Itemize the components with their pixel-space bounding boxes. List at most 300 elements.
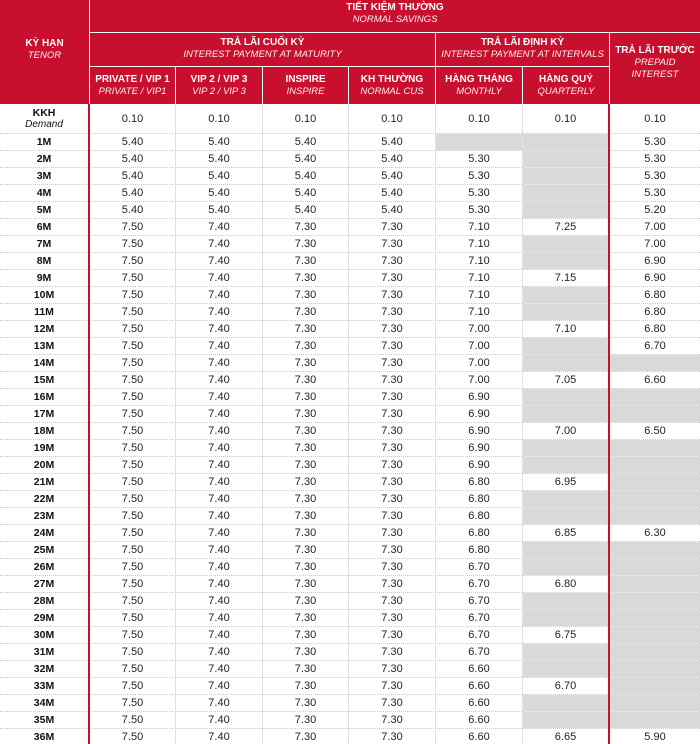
rate-cell: 7.30 (294, 697, 317, 709)
rate-cell: 7.30 (294, 221, 317, 233)
rate-cell: 7.10 (468, 221, 490, 233)
rate-cell: 7.30 (381, 561, 403, 573)
tenor-label: KKH (32, 107, 56, 119)
tenor-cell (0, 389, 88, 405)
rate-cell: 6.90 (468, 442, 490, 454)
normal-savings-vn: TIẾT KIỆM THƯỜNG (346, 2, 444, 13)
rate-cell: 7.50 (121, 561, 144, 573)
rate-cell: 7.30 (381, 238, 403, 250)
col-header-quarterly-en: QUARTERLY (537, 85, 595, 97)
rate-cell: 7.30 (381, 595, 403, 607)
tenor-label: 15M (33, 374, 55, 386)
rate-cell: 5.40 (208, 136, 230, 148)
empty-rate-cell (610, 508, 700, 524)
empty-rate-cell (610, 678, 700, 694)
rate-cell: 7.30 (381, 578, 403, 590)
empty-rate-cell (610, 440, 700, 456)
tenor-cell (0, 440, 88, 456)
col-header-normal-en: NORMAL CUS (360, 85, 424, 97)
rate-cell: 7.30 (381, 629, 403, 641)
tenor-cell (0, 729, 88, 744)
rate-cell: 7.40 (208, 595, 230, 607)
rate-cell: 6.30 (644, 527, 666, 539)
tenor-divider (88, 104, 90, 744)
rate-cell: 6.70 (468, 612, 490, 624)
rate-cell: 5.40 (208, 153, 230, 165)
rate-cell: 5.30 (468, 204, 490, 216)
tenor-label: 23M (33, 510, 55, 522)
rate-cell: 0.10 (468, 112, 490, 125)
table-row (0, 678, 700, 695)
rate-cell: 7.30 (381, 272, 403, 284)
rate-cell: 6.70 (468, 595, 490, 607)
tenor-label: 8M (36, 255, 52, 267)
rate-cell: 7.40 (208, 408, 230, 420)
rate-cell: 6.80 (644, 306, 666, 318)
col-divider (522, 104, 523, 744)
rate-cell: 6.80 (468, 544, 490, 556)
tenor-cell (0, 321, 88, 337)
col-header-monthly-en: MONTHLY (456, 85, 502, 97)
rate-cell: 7.50 (121, 544, 144, 556)
rate-cell: 7.40 (208, 374, 230, 386)
tenor-label: 2M (36, 153, 52, 165)
rate-cell: 7.10 (468, 289, 490, 301)
rate-cell: 5.40 (294, 187, 317, 199)
empty-rate-cell (610, 457, 700, 473)
tenor-label-en: Demand (25, 119, 63, 130)
col-header-monthly (436, 67, 522, 104)
rate-cell: 7.25 (554, 221, 577, 233)
table-row (0, 151, 700, 168)
rate-cell: 7.30 (294, 527, 317, 539)
rate-cell: 6.80 (644, 323, 666, 335)
prepaid-header (610, 33, 700, 104)
tenor-cell (0, 151, 88, 167)
rate-cell: 7.30 (294, 544, 317, 556)
tenor-cell (0, 712, 88, 728)
table-row (0, 338, 700, 355)
empty-rate-cell (523, 168, 608, 184)
tenor-label: 36M (33, 731, 55, 743)
col-header-normal-vn: KH THƯỜNG (360, 73, 424, 85)
empty-rate-cell (610, 576, 700, 592)
col-header-quarterly-vn: HÀNG QUÝ (539, 73, 593, 85)
col-divider (262, 104, 263, 744)
rate-cell: 7.50 (121, 663, 144, 675)
tenor-label: 7M (36, 238, 52, 250)
rate-cell: 7.40 (208, 561, 230, 573)
empty-rate-cell (523, 440, 608, 456)
rate-cell: 6.90 (468, 459, 490, 471)
table-row (0, 627, 700, 644)
empty-rate-cell (523, 695, 608, 711)
col-header-private (90, 67, 175, 104)
tenor-label: 28M (33, 595, 55, 607)
rate-cell: 5.30 (644, 153, 666, 165)
rate-cell: 7.30 (294, 425, 317, 437)
table-row (0, 712, 700, 729)
tenor-cell (0, 508, 88, 524)
tenor-label: 14M (33, 357, 55, 369)
col-divider (175, 104, 176, 744)
rate-cell: 7.30 (294, 374, 317, 386)
rate-cell: 6.70 (468, 561, 490, 573)
empty-rate-cell (523, 593, 608, 609)
rate-cell: 0.10 (381, 112, 403, 125)
prepaid-divider (608, 104, 610, 744)
col-header-monthly-vn: HÀNG THÁNG (445, 73, 513, 85)
rate-cell: 7.40 (208, 680, 230, 692)
rate-cell: 7.40 (208, 510, 230, 522)
tenor-cell (0, 287, 88, 303)
tenor-cell (0, 661, 88, 677)
rate-cell: 0.10 (554, 112, 577, 125)
rate-cell: 7.30 (381, 714, 403, 726)
rate-cell: 7.50 (121, 595, 144, 607)
rate-cell: 7.30 (381, 289, 403, 301)
rate-cell: 5.40 (381, 136, 403, 148)
rate-cell: 7.30 (381, 391, 403, 403)
rate-cell: 7.30 (381, 680, 403, 692)
tenor-label: 31M (33, 646, 55, 658)
table-row (0, 389, 700, 406)
rate-cell: 7.40 (208, 391, 230, 403)
rate-cell: 5.40 (381, 204, 403, 216)
rate-cell: 7.50 (121, 731, 144, 743)
tenor-label: 19M (33, 442, 55, 454)
tenor-cell (0, 372, 88, 388)
col-header-normal (349, 67, 435, 104)
tenor-label: 22M (33, 493, 55, 505)
empty-rate-cell (610, 610, 700, 626)
table-row (0, 729, 700, 744)
table-row (0, 457, 700, 474)
rate-cell: 7.30 (294, 561, 317, 573)
rate-cell: 6.95 (554, 476, 577, 488)
col-divider (435, 104, 436, 744)
rate-cell: 6.60 (468, 663, 490, 675)
rate-cell: 7.40 (208, 527, 230, 539)
empty-rate-cell (436, 134, 522, 150)
table-row (0, 525, 700, 542)
empty-rate-cell (610, 542, 700, 558)
rate-cell: 7.30 (381, 493, 403, 505)
table-row (0, 695, 700, 712)
table-row (0, 576, 700, 593)
rate-cell: 7.50 (121, 340, 144, 352)
empty-rate-cell (610, 355, 700, 371)
rate-cell: 7.40 (208, 357, 230, 369)
table-row (0, 134, 700, 151)
rate-cell: 7.40 (208, 221, 230, 233)
rate-cell: 5.40 (121, 187, 144, 199)
empty-rate-cell (610, 593, 700, 609)
empty-rate-cell (523, 151, 608, 167)
empty-rate-cell (523, 712, 608, 728)
table-row (0, 355, 700, 372)
rate-cell: 7.30 (294, 323, 317, 335)
empty-rate-cell (523, 661, 608, 677)
rate-cell: 7.30 (294, 680, 317, 692)
rate-cell: 5.40 (381, 187, 403, 199)
intervals-header-en: INTEREST PAYMENT AT INTERVALS (441, 49, 604, 60)
tenor-cell (0, 338, 88, 354)
rate-cell: 7.40 (208, 476, 230, 488)
rate-cell: 7.30 (381, 612, 403, 624)
rate-cell: 5.30 (644, 170, 666, 182)
prepaid-header-en: PREPAID INTEREST (631, 57, 679, 80)
rate-cell: 7.50 (121, 629, 144, 641)
rate-cell: 7.00 (468, 340, 490, 352)
rate-cell: 7.50 (121, 374, 144, 386)
rate-cell: 6.85 (554, 527, 577, 539)
rate-cell: 5.40 (381, 153, 403, 165)
table-row (0, 508, 700, 525)
rate-cell: 7.30 (381, 527, 403, 539)
col-header-private-vn: PRIVATE / VIP 1 (95, 73, 170, 85)
rate-cell: 7.30 (294, 731, 317, 743)
tenor-cell (0, 559, 88, 575)
rate-cell: 7.40 (208, 255, 230, 267)
rate-cell: 7.50 (121, 459, 144, 471)
tenor-label: 9M (36, 272, 52, 284)
empty-rate-cell (610, 474, 700, 490)
rate-cell: 7.30 (294, 238, 317, 250)
tenor-label: 32M (33, 663, 55, 675)
table-row (0, 270, 700, 287)
table-row (0, 491, 700, 508)
rate-cell: 7.30 (294, 272, 317, 284)
rate-cell: 5.30 (468, 170, 490, 182)
empty-rate-cell (523, 542, 608, 558)
rate-cell: 7.40 (208, 459, 230, 471)
rate-cell: 6.90 (644, 272, 666, 284)
rate-cell: 7.40 (208, 340, 230, 352)
tenor-cell (0, 134, 88, 150)
rate-cell: 7.40 (208, 578, 230, 590)
tenor-cell (0, 644, 88, 660)
rate-cell: 7.50 (121, 680, 144, 692)
tenor-label: 34M (33, 697, 55, 709)
tenor-cell (0, 168, 88, 184)
rate-cell: 0.10 (121, 112, 144, 125)
tenor-cell (0, 474, 88, 490)
rate-cell: 6.80 (468, 527, 490, 539)
rate-cell: 5.40 (294, 136, 317, 148)
rate-cell: 7.30 (381, 221, 403, 233)
rate-cell: 7.40 (208, 612, 230, 624)
rate-cell: 7.30 (381, 442, 403, 454)
rate-cell: 7.30 (381, 731, 403, 743)
empty-rate-cell (523, 253, 608, 269)
tenor-cell (0, 695, 88, 711)
empty-rate-cell (523, 457, 608, 473)
rate-cell: 6.80 (554, 578, 577, 590)
tenor-label: 35M (33, 714, 55, 726)
rate-cell: 0.10 (208, 112, 230, 125)
rate-cell: 7.30 (294, 391, 317, 403)
tenor-label: 6M (36, 221, 52, 233)
rate-cell: 7.05 (554, 374, 577, 386)
rate-cell: 6.80 (468, 510, 490, 522)
empty-rate-cell (523, 644, 608, 660)
empty-rate-cell (523, 338, 608, 354)
tenor-cell (0, 627, 88, 643)
empty-rate-cell (523, 134, 608, 150)
tenor-label: 12M (33, 323, 55, 335)
rate-cell: 7.50 (121, 612, 144, 624)
tenor-label: 5M (36, 204, 52, 216)
empty-rate-cell (610, 559, 700, 575)
table-row (0, 185, 700, 202)
col-header-private-en: PRIVATE / VIP1 (98, 85, 167, 97)
table-row (0, 321, 700, 338)
table-row (0, 168, 700, 185)
table-row (0, 542, 700, 559)
tenor-cell (0, 355, 88, 371)
table-row (0, 372, 700, 389)
rate-cell: 7.40 (208, 238, 230, 250)
empty-rate-cell (523, 355, 608, 371)
rate-cell: 6.75 (554, 629, 577, 641)
rate-cell: 7.30 (294, 714, 317, 726)
rate-cell: 7.30 (294, 510, 317, 522)
rate-cell: 7.30 (294, 595, 317, 607)
table-row (0, 423, 700, 440)
table-row (0, 474, 700, 491)
tenor-cell (0, 593, 88, 609)
rate-cell: 7.40 (208, 714, 230, 726)
table-row (0, 219, 700, 236)
rate-cell: 7.30 (381, 476, 403, 488)
rate-cell: 7.40 (208, 697, 230, 709)
rate-cell: 5.40 (121, 136, 144, 148)
col-header-vip2-en: VIP 2 / VIP 3 (192, 85, 246, 97)
tenor-label: 20M (33, 459, 55, 471)
tenor-label: 21M (33, 476, 55, 488)
tenor-header-vn: KỲ HẠN (25, 38, 64, 49)
table-row (0, 304, 700, 321)
rate-cell: 7.50 (121, 408, 144, 420)
rate-cell: 7.30 (294, 306, 317, 318)
rate-cell: 7.30 (381, 255, 403, 267)
rate-cell: 7.00 (644, 221, 666, 233)
rate-cell: 6.90 (468, 391, 490, 403)
rate-cell: 7.40 (208, 646, 230, 658)
maturity-header (90, 33, 435, 66)
rate-cell: 7.50 (121, 221, 144, 233)
rate-cell: 7.50 (121, 391, 144, 403)
rate-cell: 6.60 (468, 731, 490, 743)
tenor-label: 10M (33, 289, 55, 301)
tenor-label: 17M (33, 408, 55, 420)
rate-cell: 0.10 (644, 112, 666, 125)
table-row (0, 559, 700, 576)
rate-cell: 7.30 (294, 255, 317, 267)
rate-cell: 7.30 (294, 408, 317, 420)
tenor-cell (0, 678, 88, 694)
rate-cell: 5.40 (121, 153, 144, 165)
rate-cell: 5.30 (468, 187, 490, 199)
rate-cell: 7.30 (294, 289, 317, 301)
tenor-label: 27M (33, 578, 55, 590)
empty-rate-cell (523, 202, 608, 218)
table-row (0, 253, 700, 270)
rate-cell: 7.00 (468, 374, 490, 386)
rate-cell: 7.30 (294, 340, 317, 352)
rate-cell: 7.30 (294, 612, 317, 624)
empty-rate-cell (610, 406, 700, 422)
col-header-inspire-vn: INSPIRE (285, 73, 326, 85)
table-row (0, 661, 700, 678)
rate-cell: 5.30 (644, 136, 666, 148)
table-row (0, 104, 700, 134)
tenor-cell (0, 576, 88, 592)
rate-cell: 5.40 (294, 153, 317, 165)
rate-cell: 5.40 (208, 187, 230, 199)
tenor-label: 18M (33, 425, 55, 437)
rate-cell: 6.70 (468, 578, 490, 590)
rate-cell: 5.40 (121, 204, 144, 216)
rate-cell: 7.30 (294, 357, 317, 369)
rate-cell: 7.30 (381, 323, 403, 335)
rate-cell: 7.50 (121, 697, 144, 709)
rate-cell: 7.40 (208, 442, 230, 454)
rate-cell: 7.30 (294, 663, 317, 675)
rate-cell: 6.70 (644, 340, 666, 352)
rate-cell: 7.50 (121, 323, 144, 335)
rate-cell: 7.10 (468, 238, 490, 250)
rate-cell: 7.30 (381, 459, 403, 471)
tenor-header-en: TENOR (27, 50, 62, 61)
rate-cell: 7.10 (554, 323, 577, 335)
rate-cell: 7.30 (381, 374, 403, 386)
tenor-label: 11M (34, 306, 54, 318)
tenor-cell (0, 236, 88, 252)
tenor-cell (0, 270, 88, 286)
rate-cell: 7.15 (554, 272, 577, 284)
rate-cell: 7.40 (208, 306, 230, 318)
rate-cell: 6.80 (468, 493, 490, 505)
empty-rate-cell (523, 610, 608, 626)
rate-cell: 7.30 (294, 459, 317, 471)
rate-cell: 7.00 (554, 425, 577, 437)
normal-savings-en: NORMAL SAVINGS (352, 14, 438, 25)
col-header-quarterly (523, 67, 609, 104)
rate-cell: 6.70 (468, 629, 490, 641)
rate-cell: 6.60 (468, 680, 490, 692)
rate-cell: 7.50 (121, 442, 144, 454)
rate-cell: 6.60 (468, 697, 490, 709)
rate-cell: 7.50 (121, 646, 144, 658)
tenor-label: 16M (33, 391, 55, 403)
rate-cell: 7.50 (121, 714, 144, 726)
rate-cell: 5.40 (208, 170, 230, 182)
tenor-cell (0, 525, 88, 541)
rate-cell: 7.50 (121, 357, 144, 369)
col-header-vip2 (176, 67, 262, 104)
rate-cell: 5.30 (644, 187, 666, 199)
rate-cell: 6.80 (468, 476, 490, 488)
maturity-header-en: INTEREST PAYMENT AT MATURITY (183, 49, 342, 60)
rate-cell: 7.50 (121, 272, 144, 284)
intervals-header (436, 33, 609, 66)
tenor-cell (0, 457, 88, 473)
rate-cell: 5.40 (208, 204, 230, 216)
normal-savings-header (90, 0, 700, 32)
tenor-cell (0, 610, 88, 626)
